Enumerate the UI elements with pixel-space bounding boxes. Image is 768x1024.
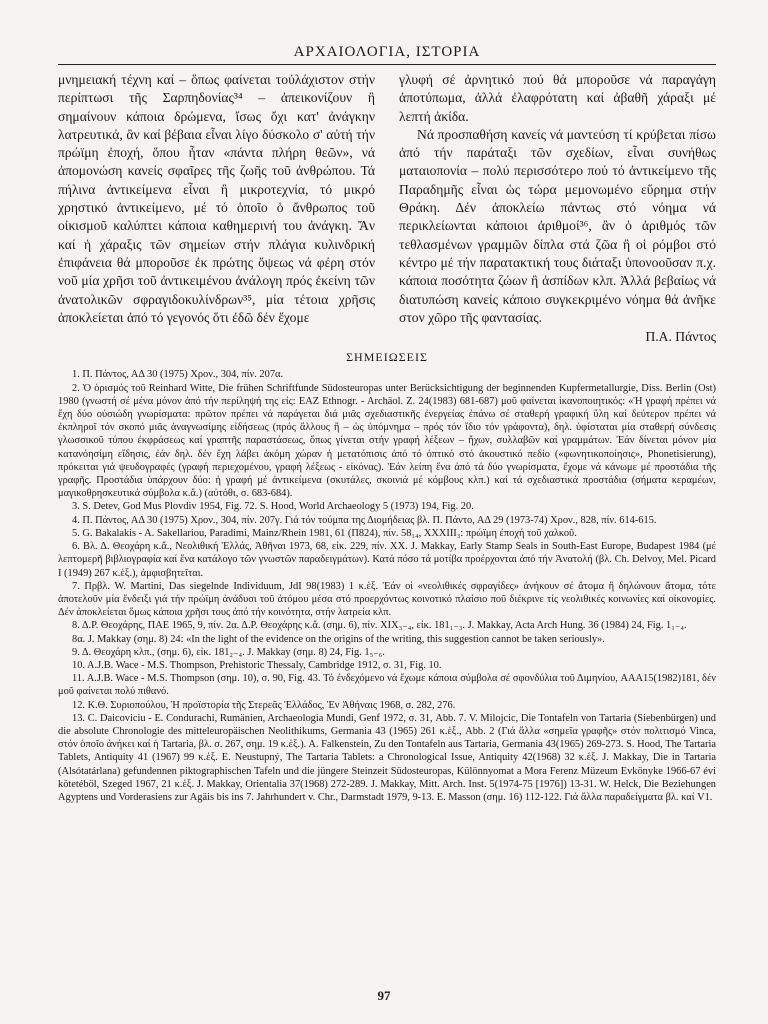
footnote: 8. Δ.Ρ. Θεοχάρης, ΠΑΕ 1965, 9, πίν. 2α. Δ.Ρ. Θεοχάρης κ.ἄ. (σημ. 6), πίν. XIX₃₋₄, εἰκ. 181₁₋₃. J. Makkay, Acta Arch Hung. 36 (1984) 24, Fig. 1₁₋₄. [72, 620, 687, 632]
footnote: 6. Βλ. Δ. Θεοχάρη κ.ἄ., Νεολιθική Ἑλλάς, Ἀθῆναι 1973, 68, εἰκ. 229, πίν. XX. J. Makkay, Early Stamp Seals in South-East Europe, Budapest 1984 (μέ λεπτομερῆ βιβλιογραφία καί ἕνα κατάλογο τῶν γνωστῶν παραδειγμάτων). Κατά πόσο τά μοτίβα προέρχονται ἀπό τήν Ἀνατολή (βλ. Ch. Delvoy, Mel. Picard I (1949) 267 κ.ἑξ.), ἀμφισβητεῖται. [58, 541, 716, 579]
page-number: 97 [377, 988, 391, 1003]
author-signature: Π.Α. Πάντος [645, 329, 716, 345]
right-column [399, 71, 716, 346]
left-column-text: μνημειακή τέχνη καί – ὅπως φαίνεται τοὐλάχιστον στήν περίπτωσι τῆς Σαρπηδονίας³⁴ – ἀπεικονίζουν ἢ σημαίνουν κάποια δρώμενα, ἴσως ὄχι κατ' ἀνάγκην λατρευτικά, ἂν καί βέβαια εἶναι λίγο δύσκολο σ' αὐτή τήν πρώϊμη ἐποχή, ὅπου ἦταν «πάντα πλήρη θεῶν», νά ἀπομονώση κανείς σφαῖρες τῆς ζωῆς τοῦ ἀνθρώπου. Τά πήλινα ἀντικείμενα εἶναι ἢ μικροτεχνία, τό μικρό χρηστικό ἀντικείμενο, μέ τό ὁποῖο ὁ ἄνθρωπος τοῦ οἰκισμοῦ καλύπτει κάποια καθημερινή του ἀνάγκη. Ἄν καί ἡ χάραξις τῶν σημείων στήν πλάγια κυλινδρική ἐπιφάνεια θά μποροῦσε ἐκ πρώτης ὄψεως νά φέρη στόν νοῦ μία χρῆσι τοῦ ἀντικειμένου ἀνάλογη πρός ἐκείνη τῶν ἀνατολικῶν σφραγιδοκυλίνδρων³⁵, μία τέτοια χρῆσις ἀποκλείεται ἀπό τό γεγονός ὅτι ἐδῶ δέν ἔχομε [58, 72, 375, 325]
footnote: 7. Πρβλ. W. Martini, Das siegelnde Individuum, JdI 98(1983) 1 κ.ἑξ. Ἐάν οἱ «νεολιθικές σφραγίδες» ἀνήκουν σέ ἄτομα ἢ δηλώνουν ἄτομα, τότε ἀποτελοῦν μία ἔνδειξι γιά τήν πρώϊμη ἀνάδυσι τοῦ ἀτόμου μέσα στό προερχόντως κοινοτικό πλαίσιο ποῦ διέκρινε τίς νεολιθικές κοινωνίες καί οἰκονομίες. Δέν ἀποκλείεται ὅμως κάποια χρῆσι τους ἀπό τήν κοινότητα, στήν λατρεία κλπ. [58, 580, 716, 619]
right-column-paragraph-1: γλυφή σέ ἀρνητικό πού θά μποροῦσε νά παραγάγη ἀποτύπωμα, ἀλλά ἐλαφρότατη καί ἀβαθῆ χάραξι μέ λεπτή ἀκίδα. [399, 72, 716, 124]
notes-title: ΣΗΜΕΙΩΣΕΙΣ [346, 350, 428, 365]
footnote: 2. Ὁ ὁρισμός τοῦ Reinhard Witte, Die frühen Schriftfunde Südosteuropas unter Berücksichtigung der beginnenden Kupfermetallurgie, Diss. Berlin (Ost) 1980 (γνωστή σέ μένα μόνον ἀπό τήν περίληψή της εἰς: EAZ Ethnogr. - Archäol. Z. 24(1983) 681-687) μοῦ φαίνεται ἱκανοποιητικός: «Ἡ γραφή πρέπει νά ἔχη δύο οὐσιώδη γνωρίσματα: πρῶτον πρέπει νά παράγεται διά μιᾶς σχεδιαστικῆς ἐνεργείας ἐπάνω σέ σταθερή γραφική ὕλη καί δεύτερον πρέπει νά ἐκπληροῖ τόν σκοπό μιᾶς ἀναγνωσίμης εἰδήσεως (πρός ἄλλους ἢ – ὡς ὑπόμνημα – πρός τόν ἴδιο τόν γράφοντα), δηλ. ὑφίσταται μία σταθερή σύνδεσις γλωσσικοῦ τύπου ἐκφράσεως καί γραπτῆς παραστάσεως, ὅπως γίνεται στήν γραφή λέξεων – ἤχων, συλλαβῶν καί γραμμάτων. Ἐάν δίνεται μόνον μία κατανόησίμη εἴδησις, ἐάν δηλ. δέν ἔχη λάβει ἀκόμη χώραν ἡ μετατόπισις ἀπό τό ὀπτικό στό ἀκουστικό πεδίο («φωνητικοποίησις», Phonetisierung), πρόκειται γιά ψευδογραφές (γραφή περιεχομένου, γραφή λέξεως - εἰκόνας). Ἐάν λείπη ἕνα ἀπό τά δύο γνωρίσματα, ἔχομε νά κάνωμε μέ προστάδια τῆς γραφῆς. Προστάδια ὑπάρχουν δύο: ἡ γραφή μέ ἀντικείμενα (σκυτάλες, σκοινιά μέ κόμβους κλπ.) καί τά σχεδιαστικά προστάδια (σήματα κεραμέων, μαγικοθρησκευτικά σύμβολα κ.ἄ.) (αὐτόθι, σ. 683-684). [58, 382, 716, 500]
footnote: 3. S. Detev, God Mus Plovdiv 1954, Fig. 72. S. Hood, World Archaeology 5 (1973) 194, Fig. 20. [72, 501, 474, 513]
right-column-paragraph-2: Νά προσπαθήση κανείς νά μαντεύση τί κρύβεται πίσω ἀπό τήν παράταξι τῶν σχεδίων, εἶναι συνήθως ματαιοπονία – πολύ περισσότερο πού τό ἀντικείμενο τῆς Παραδημῆς εἶναι ὡς τώρα μεμονωμένο εὕρημα στήν Θράκη. Δέν ἀποκλείω πάντως στό νόημα νά περικλείωνται κάποιοι ἀριθμοί³⁶, ἂν ὁ ἀριθμός τῶν τεθλασμένων γραμμῶν δίπλα στά ζῶα ἢ οἱ ρόμβοι στό κέντρο μέ τήν παρατακτική τους διάταξι ὑπονοοῦσαν π.χ. κάποια ποσότητα ζώων ἢ ἀσπίδων κλπ. Ἀλλά βεβαίως νά διατυπώση κανείς κάποιο συγκεκριμένο νόημα θά ἀνῆκε στον χῶρο τῆς φαντασίας. [399, 126, 716, 325]
body-columns [58, 71, 716, 346]
left-column [58, 71, 375, 346]
footnote: 4. Π. Πάντος, ΑΔ 30 (1975) Χρον., 304, πίν. 207γ. Γιά τόν τούμπα της Διομήδειας βλ. Π. Πάντο, ΑΔ 29 (1973-74) Χρον., 828, πίν. 614-615. [72, 514, 657, 526]
footnote: 13. C. Daicoviciu - E. Condurachi, Rumänien, Archaeologia Mundi, Genf 1972, σ. 31, Abb. 7. V. Milojcic, Die Tontafeln von Tartaria (Siebenbürgen) und die absolute Chronologie des mitteleuropäischen Neolithikums, Germania 43 (1965) 261 κ.ἑξ., Abb. 2 (Γιά ἄλλα «σημεῖα γραφῆς» στόν πολιτισμό Vinca, στόν ὁποῖο ἀνήκει καί ἡ Tartaria, βλ. σ. 267, σημ. 19 κ.ἑξ.). A. Falkenstein, Zu den Tontafeln aus Tartaria, Germania 43(1965) 269-273. S. Hood, The Tartaria Tablets, Antiquity 41 (1967) 99 κ.ἑξ. E. Neustupný, The Tartaria Tablets: a Chronological Issue, Antiquity 42(1968) 32 κ.ἑξ. J. Makkay, Die in Tartaria (Alsótatárlana) gefundennen piktographischen Tafeln und die jüngere Steinzeit Südosteuropas, Különnyomat a Mora Ferenz Müzeum Evkönyke 1966-67 évi kötetéböl, Szeged 1967, 21 κ.ἑξ. J. Makkay, Orientalia 37(1968) 272-289. J. Makkay, Mitt. Arch. Inst. 5(1974-75 [1976]) 13-31. W. Helck, Die Beziehungen Agyptens und Vorderasiens zur Agäis bis ins 7. Jahrhundert v. Chr., Darmstadt 1979, 9-13. E. Masson (σημ. 16) 112-122. Γιά ἄλλα παραδείγματα βλ. καί V1. [58, 712, 716, 803]
running-header: ΑΡΧΑΙΟΛΟΓΙΑ, ΙΣΤΟΡΙΑ [58, 44, 716, 65]
footnote: 8α. J. Makkay (σημ. 8) 24: «In the light of the evidence on the origins of the writing, this suggestion cannot be taken seriously». [72, 633, 605, 645]
footnote: 10. A.J.B. Wace - M.S. Thompson, Prehistoric Thessaly, Cambridge 1912, σ. 31, Fig. 10. [72, 659, 442, 671]
footnotes [58, 368, 716, 804]
footnote: 5. G. Bakalakis - A. Sakellariou, Paradimi, Mainz/Rhein 1981, 61 (Π824), πίν. 58₁₄, XXXIII₃: πρώϊμη ἐποχή τοῦ χαλκοῦ. [72, 527, 577, 539]
footnote: 12. Κ.Θ. Συριοπούλου, Ἡ προϊστορία τῆς Στερεᾶς Ἑλλάδος, Ἐν Ἀθήναις 1968, σ. 282, 276. [72, 699, 456, 711]
footnote: 1. Π. Πάντος, ΑΔ 30 (1975) Χρον., 304, πίν. 207α. [72, 369, 284, 381]
footnote: 9. Δ. Θεοχάρη κλπ., (σημ. 6), εἰκ. 181₂₋₄. J. Makkay (σημ. 8) 24, Fig. 1₅₋₆. [72, 646, 385, 658]
footnote: 11. A.J.B. Wace - M.S. Thompson (σημ. 10), σ. 90, Fig. 43. Τό ἐνδεχόμενο νά ἔχωμε κάποια σύμβολα σέ σφονδύλια τοῦ Διμηνίου, AAA15(1982)181, δέν μοῦ φαίνεται πολύ πιθανό. [58, 673, 716, 698]
